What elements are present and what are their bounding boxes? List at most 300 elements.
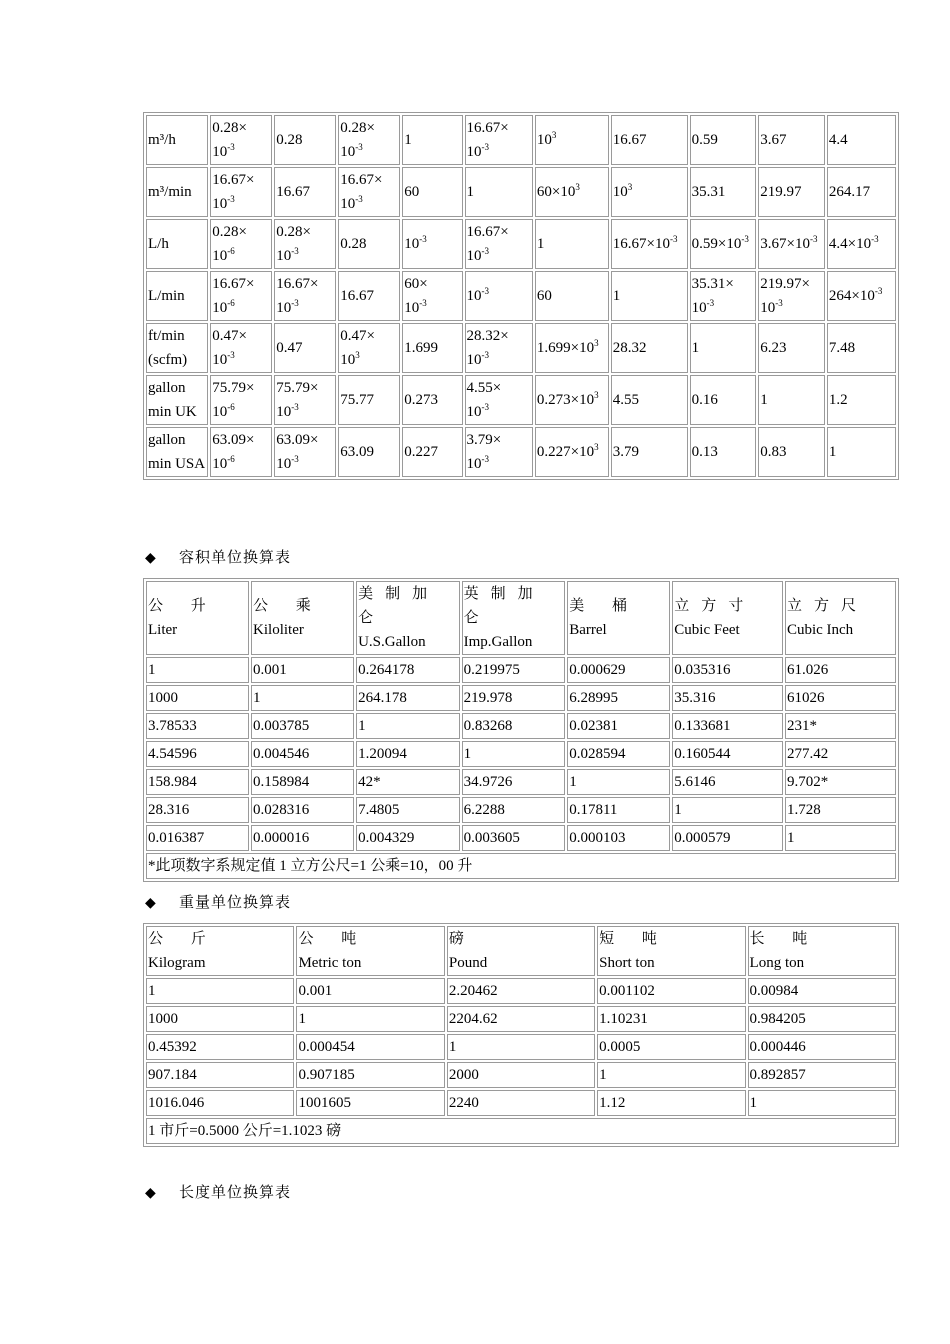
cell-mantissa: 63.09× [212,432,255,448]
table-cell: 1 [748,1090,896,1116]
header-en-label: Pound [448,955,488,971]
cell-exponent: -3 [291,402,299,412]
table-cell: 1.728 [785,797,896,823]
table-cell [465,323,533,373]
header-row [146,581,896,655]
cell-base: 60×10 [536,184,576,200]
table-cell: 0.000454 [296,1034,444,1060]
table-cell: 1 [251,685,354,711]
volume-section-title: 容积单位换算表 [179,548,292,566]
table-cell: 1 [447,1034,595,1060]
table-cell [827,115,896,165]
table-cell [274,219,336,269]
header-en-label: Long ton [749,955,805,971]
table-row [146,167,896,217]
cell-base: 10 [466,144,482,160]
table-cell [338,271,400,321]
cell-exponent: -3 [481,454,489,464]
table-row [146,271,896,321]
table-cell: 0.984205 [748,1006,896,1032]
header-cn-label: 长 吨 [749,931,820,947]
table-cell [758,375,825,425]
cell-base: 0.227×10 [536,444,595,460]
cell-value: 4.55 [612,392,640,408]
cell-base: 10 [212,248,228,264]
table-cell [758,271,825,321]
cell-base: 10 [212,300,228,316]
table-cell: 3.78533 [146,713,249,739]
unit-cell: m³/h [146,115,208,165]
table-cell [210,427,272,477]
table-cell [210,271,272,321]
cell-base: 10 [404,300,420,316]
table-cell [535,167,609,217]
table-cell: 28.316 [146,797,249,823]
table-cell: 35.316 [672,685,783,711]
cell-base: 10 [340,352,356,368]
header-en-label: Barrel [569,622,607,638]
cell-base: 10 [466,248,482,264]
cell-value: 75.77 [340,392,374,408]
length-section-title: 长度单位换算表 [179,1183,292,1201]
table-cell [465,115,533,165]
table-cell [827,167,896,217]
header-cell [146,926,294,976]
cell-mantissa: 75.79× [212,380,255,396]
cell-base: 10 [340,196,356,212]
length-section-heading [145,1181,291,1202]
table-cell: 0.001 [296,978,444,1004]
cell-exponent: -3 [775,298,783,308]
cell-base: 10 [276,248,292,264]
cell-exponent: -3 [874,286,883,296]
header-en-label: Kilogram [148,955,206,971]
cell-value: 60 [404,184,420,200]
cell-mantissa: 0.28× [340,120,375,136]
cell-base: 10 [466,456,482,472]
header-cn-label: 磅 [448,931,476,947]
cell-value: 1.2 [828,392,848,408]
table-row [146,1006,896,1032]
table-row [146,685,896,711]
table-cell [535,375,609,425]
cell-base: 10 [276,404,292,420]
table-row [146,323,896,373]
cell-value: 6.23 [760,340,787,356]
table-cell: 1 [146,978,294,1004]
diamond-bullet-icon: ◆ [145,895,156,911]
cell-mantissa: 16.67× [276,276,319,292]
table-cell [827,271,896,321]
table-cell [274,271,336,321]
table-cell [465,375,533,425]
cell-exponent: -6 [227,454,235,464]
header-en-label: Metric ton [298,955,362,971]
header-cn-label: 公 吨 [298,931,369,947]
table-cell: 0.028594 [567,741,670,767]
table-cell: 0.035316 [672,657,783,683]
table-row [146,741,896,767]
table-cell: 1000 [146,685,249,711]
cell-value: 0.16 [691,392,718,408]
table-cell [274,427,336,477]
cell-exponent: 3 [355,350,360,360]
header-cell [597,926,745,976]
cell-base: 10 [212,352,228,368]
table-cell [210,219,272,269]
cell-mantissa: 16.67× [340,172,383,188]
table-cell [827,219,896,269]
table-cell [758,427,825,477]
table-cell: 2204.62 [447,1006,595,1032]
cell-exponent: 3 [594,338,599,348]
cell-exponent: -3 [419,234,427,244]
table-cell: 0.219975 [462,657,566,683]
table-cell: 1 [146,657,249,683]
header-cn-label: 公 升 [148,598,218,614]
cell-exponent: -6 [227,246,235,256]
cell-exponent: -3 [227,350,235,360]
cell-value: 219.97 [760,184,802,200]
volume-section-heading [145,546,291,567]
cell-value: 63.09 [340,444,374,460]
table-cell: 277.42 [785,741,896,767]
table-cell [402,323,462,373]
table-cell: 2000 [447,1062,595,1088]
cell-exponent: -3 [741,234,749,244]
table-cell [210,323,272,373]
cell-base: 10 [212,144,228,160]
cell-mantissa: 3.79× [466,432,502,448]
cell-exponent: -3 [810,234,818,244]
table-cell: 0.133681 [672,713,783,739]
table-row [146,713,896,739]
cell-mantissa: 75.79× [276,380,319,396]
table-cell: 231* [785,713,896,739]
header-cn-label: 短 吨 [599,931,669,947]
table-cell [758,219,825,269]
note-row [146,853,896,879]
header-en-label: Kiloliter [253,622,304,638]
cell-mantissa: 16.67× [466,120,509,136]
table-cell: 1 [356,713,460,739]
cell-exponent: -6 [227,402,235,412]
header-cell [462,581,566,655]
table-row [146,657,896,683]
table-cell: 0.000629 [567,657,670,683]
table-cell [535,219,609,269]
cell-exponent: 3 [627,182,633,192]
table-cell: 158.984 [146,769,249,795]
table-cell [402,271,462,321]
cell-mantissa: 0.47× [212,328,247,344]
table-row [146,978,896,1004]
table-cell: 0.17811 [567,797,670,823]
cell-value: 264.17 [828,184,871,200]
table-cell [611,271,688,321]
cell-value: 1 [466,184,474,200]
table-cell [535,115,609,165]
table-cell [402,115,462,165]
header-cn-label: 美 桶 [569,598,639,614]
note-row [146,1118,896,1144]
header-cn-label: 公 斤 [148,931,218,947]
cell-base: 10 [404,236,420,252]
cell-base: 10 [760,300,776,316]
header-en-label: Liter [148,622,178,638]
cell-exponent: -6 [227,298,235,308]
cell-value: 35.31 [691,184,726,200]
cell-mantissa: 16.67× [212,276,255,292]
cell-exponent: -3 [355,194,363,204]
unit-cell: m³/min [146,167,208,217]
header-cell [447,926,595,976]
table-cell: 0.003605 [462,825,566,851]
table-cell [402,427,462,477]
cell-base: 10 [340,144,356,160]
table-cell: 1 [567,769,670,795]
header-cell [296,926,444,976]
cell-base: 10 [212,456,228,472]
weight-section-heading [145,891,291,912]
weight-section-title: 重量单位换算表 [179,893,292,911]
table-cell [210,375,272,425]
table-cell [465,271,533,321]
cell-mantissa: 0.28× [276,224,311,240]
table-cell [690,115,757,165]
flow-conversion-table [143,112,899,480]
table-cell [338,323,400,373]
cell-value: 1 [404,132,412,148]
cell-mantissa: 35.31× [691,276,734,292]
cell-exponent: -3 [419,298,427,308]
header-en-label: Cubic Feet [674,622,740,638]
cell-exponent: 3 [594,390,599,400]
unit-cell: gallon min USA [146,427,208,477]
table-cell [274,167,336,217]
cell-exponent: -3 [871,234,879,244]
cell-exponent: -3 [355,142,363,152]
table-cell [611,115,688,165]
table-cell: 0.264178 [356,657,460,683]
cell-value: 16.67 [276,184,311,200]
cell-exponent: -3 [227,142,235,152]
table-cell: 4.54596 [146,741,249,767]
table-cell [338,167,400,217]
table-cell: 6.28995 [567,685,670,711]
table-cell [758,323,825,373]
header-en-label: U.S.Gallon [358,634,426,650]
table-cell: 7.4805 [356,797,460,823]
cell-value: 0.13 [691,444,718,460]
cell-exponent: -3 [481,246,489,256]
cell-exponent: 3 [551,130,557,140]
cell-base: 0.273×10 [536,392,595,408]
table-cell: 1.12 [597,1090,745,1116]
header-cn-label: 立方寸 [674,598,756,614]
cell-base: 10 [276,456,292,472]
cell-value: 0.47 [276,340,303,356]
header-cn-label: 公 乘 [253,598,323,614]
table-cell: 9.702* [785,769,896,795]
table-cell [274,323,336,373]
table-cell [827,375,896,425]
table-cell [338,219,400,269]
table-cell: 0.00984 [748,978,896,1004]
cell-exponent: -3 [669,234,678,244]
cell-exponent: -3 [291,246,299,256]
unit-cell: ft/min (scfm) [146,323,208,373]
table-cell [274,115,336,165]
table-cell: 0.000446 [748,1034,896,1060]
header-cn-label: 英制加仑 [463,586,545,626]
table-cell: 0.004546 [251,741,354,767]
table-cell [465,427,533,477]
table-row [146,219,896,269]
table-row [146,1034,896,1060]
cell-mantissa: 4.55× [466,380,502,396]
cell-mantissa: 219.97× [760,276,810,292]
table-cell [827,323,896,373]
cell-exponent: -3 [481,142,489,152]
cell-base: 10 [276,300,292,316]
table-row [146,797,896,823]
table-cell: 0.907185 [296,1062,444,1088]
table-cell: 42* [356,769,460,795]
header-cell [251,581,354,655]
table-cell: 0.158984 [251,769,354,795]
table-cell: 0.000016 [251,825,354,851]
cell-value: 0.273 [404,392,438,408]
cell-base: 10 [612,184,628,200]
header-cell [672,581,783,655]
cell-value: 1.699 [404,340,438,356]
table-cell: 0.001 [251,657,354,683]
table-cell: 1.20094 [356,741,460,767]
cell-value: 16.67 [612,132,647,148]
table-cell: 5.6146 [672,769,783,795]
header-en-label: Imp.Gallon [463,634,533,650]
header-en-label: Cubic Inch [786,622,854,638]
table-cell [758,115,825,165]
cell-value: 0.28 [340,236,367,252]
table-cell: 1 [597,1062,745,1088]
table-cell: 1 [296,1006,444,1032]
table-cell [690,219,757,269]
table-cell [827,427,896,477]
cell-mantissa: 0.28× [212,224,247,240]
table-cell [690,271,757,321]
table-cell [402,167,462,217]
table-cell [465,167,533,217]
table-cell [535,271,609,321]
unit-cell: L/min [146,271,208,321]
cell-value: 3.79 [612,444,640,460]
table-cell [402,375,462,425]
table-cell: 0.83268 [462,713,566,739]
table-row [146,115,896,165]
table-cell [690,167,757,217]
cell-base: 4.4×10 [828,236,872,252]
cell-base: 10 [691,300,707,316]
header-cn-label: 立方尺 [786,598,868,614]
table-cell [274,375,336,425]
table-cell: 0.003785 [251,713,354,739]
cell-value: 7.48 [828,340,856,356]
table-cell: 0.892857 [748,1062,896,1088]
table-cell [338,115,400,165]
table-cell: 2.20462 [447,978,595,1004]
table-cell: 1001605 [296,1090,444,1116]
table-cell: 0.016387 [146,825,249,851]
cell-exponent: 3 [575,182,580,192]
table-cell [535,427,609,477]
cell-base: 10 [212,196,228,212]
cell-value: 4.4 [828,132,848,148]
table-cell [338,427,400,477]
table-cell [402,219,462,269]
table-cell: 34.9726 [462,769,566,795]
table-cell: 1 [672,797,783,823]
cell-value: 16.67 [340,288,374,304]
unit-cell: L/h [146,219,208,269]
cell-value: 1 [760,392,768,408]
unit-cell: gallon min UK [146,375,208,425]
cell-mantissa: 16.67× [212,172,255,188]
cell-value: 1 [691,340,700,356]
cell-exponent: -3 [481,402,489,412]
cell-base: 0.59×10 [691,236,742,252]
table-cell: 907.184 [146,1062,294,1088]
table-cell: 61026 [785,685,896,711]
cell-value: 0.83 [760,444,787,460]
table-row [146,825,896,851]
table-cell: 0.000579 [672,825,783,851]
table-cell: 0.02381 [567,713,670,739]
header-cell [146,581,249,655]
table-row [146,427,896,477]
table-cell [611,427,688,477]
cell-value: 0.28 [276,132,303,148]
table-row [146,1090,896,1116]
table-cell: 1 [462,741,566,767]
cell-base: 10 [466,288,482,304]
table-cell: 1000 [146,1006,294,1032]
header-cell [785,581,896,655]
cell-base: 264×10 [828,288,875,304]
cell-value: 60 [536,288,552,304]
diamond-bullet-icon: ◆ [145,1185,156,1201]
cell-mantissa: 28.32× [466,328,509,344]
table-cell [611,219,688,269]
table-cell: 0.001102 [597,978,745,1004]
table-cell [690,375,757,425]
cell-value: 1 [612,288,621,304]
table-row [146,1062,896,1088]
table-cell: 0.000103 [567,825,670,851]
cell-base: 16.67×10 [612,236,670,252]
header-cn-label: 美制加仑 [358,586,440,626]
cell-mantissa: 16.67× [466,224,509,240]
table-cell: 0.004329 [356,825,460,851]
table-cell: 264.178 [356,685,460,711]
cell-mantissa: 0.47× [340,328,375,344]
cell-base: 10 [466,404,482,420]
header-cell [748,926,896,976]
cell-base: 3.67×10 [760,236,810,252]
table-row [146,375,896,425]
cell-value: 1 [536,236,545,252]
